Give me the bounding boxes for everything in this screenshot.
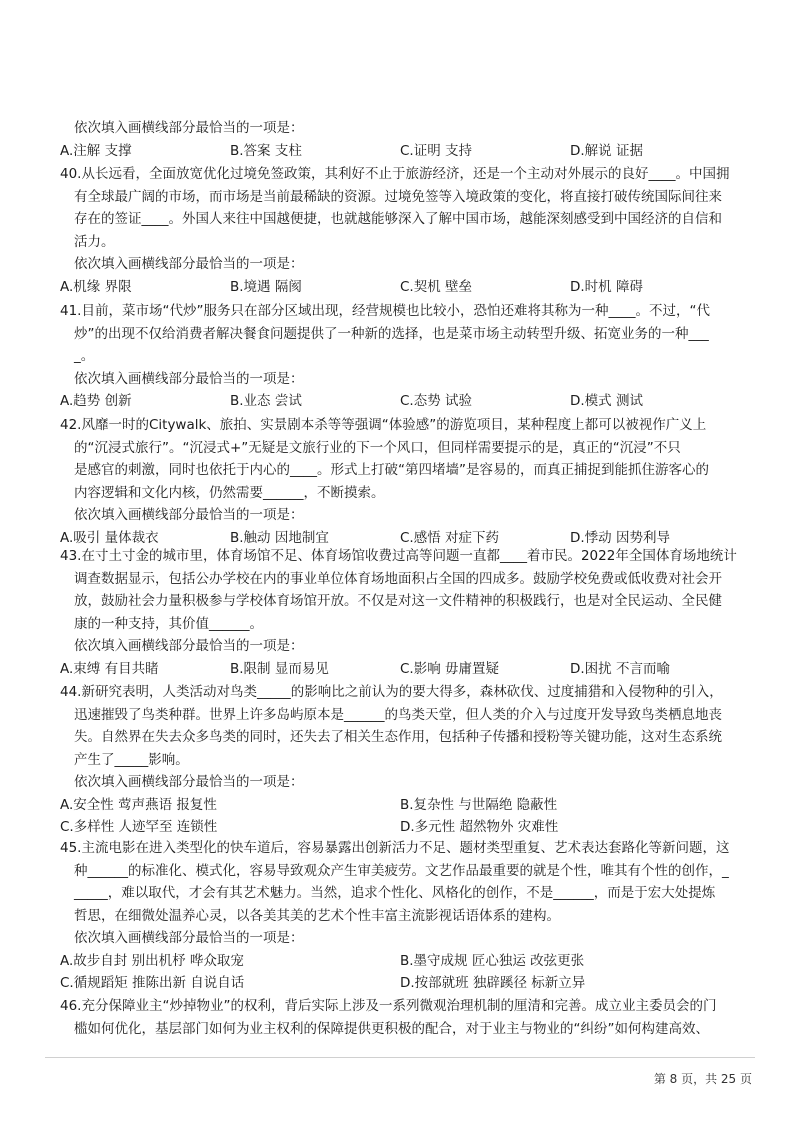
question-44 (60, 681, 760, 839)
option-row (60, 658, 760, 681)
option-row (60, 390, 760, 413)
question-prompt: 依次填入画横线部分最恰当的一项是： (74, 507, 304, 523)
question-text-line: 46.充分保障业主“炒掉物业”的权利，背后实际上涉及一系列微观治理机制的厘清和完善。成立业主委员会的门 (60, 998, 717, 1014)
question-text-line: 康的一种支持，其价值______。 (74, 615, 263, 632)
question-text-line: 哲思，在细微处温养心灵，以各美其美的艺术个性丰富主流影视话语体系的建构。 (74, 907, 560, 924)
option-c: C.多样性 人迹罕至 连锁性 (60, 819, 218, 835)
page-number: 第 8 页，共 25 页 (653, 1072, 752, 1086)
option-c: C.契机 壁垒 (400, 278, 473, 295)
question-43 (60, 545, 760, 680)
option-row (60, 140, 760, 163)
option-a: A.束缚 有目共睹 (60, 660, 159, 677)
option-row (60, 794, 760, 817)
option-a: A.注解 支撑 (60, 142, 132, 159)
option-a: A.吸引 量体裁衣 (60, 529, 159, 546)
option-a: A.趋势 创新 (60, 393, 132, 409)
question-text-line: 存在的签证____。外国人来往中国越便捷，也就越能够深入了解中国市场，越能深刻感受到中国经济的自信和 (74, 211, 722, 227)
question-text-line: 40.从长远看，全面放宽优化过境免签政策，其利好不止于旅游经济，还是一个主动对外展示的良好____。中国拥 (60, 166, 730, 182)
option-c: C.感悟 对症下药 (400, 529, 500, 546)
option-c: C.证明 支持 (400, 142, 473, 159)
option-a: A.机缘 界限 (60, 278, 132, 295)
question-text-line: 内容逻辑和文化内核，仍然需要______，不断摸索。 (74, 484, 385, 501)
question-prompt: 依次填入画横线部分最恰当的一项是： (74, 638, 304, 654)
option-d: D.模式 测试 (570, 393, 643, 409)
question-prompt: 依次填入画横线部分最恰当的一项是： (74, 370, 304, 387)
option-d: D.时机 障碍 (570, 278, 643, 295)
question-40 (60, 163, 760, 298)
question-prompt: 依次填入画横线部分最恰当的一项是： (74, 256, 304, 272)
question-text-line: 44.新研究表明，人类活动对鸟类_____的影响比之前认为的要大得多，森林砍伐、过度捕猎和入侵物种的引入， (60, 684, 723, 700)
option-row (60, 816, 760, 839)
question-text-line: 有全球最广阔的市场，而市场是当前最稀缺的资源。过境免签等入境政策的变化，将直接打破传统国际间往来 (74, 188, 722, 205)
question-text-line: 的“沉浸式旅行”。“沉浸式+”无疑是文旅行业的下一个风口，但同样需要提示的是，真正的“沉浸”不只 (74, 439, 681, 456)
question-text-line: 41.目前，菜市场“代炒”服务只在部分区域出现，经营规模也比较小，恐怕还难将其称为一种____。不过，“代 (60, 303, 710, 319)
option-d: D.困扰 不言而喻 (570, 660, 670, 677)
question-text-line: _____，难以取代，才会有其艺术魅力。当然，追求个性化、风格化的创作，不是______，而是于宏大处提炼 (74, 885, 716, 901)
option-b: B.境遇 隔阂 (230, 278, 302, 295)
option-c: C.影响 毋庸置疑 (400, 660, 500, 677)
option-a: A.安全性 莺声燕语 报复性 (60, 796, 217, 813)
question-text-line: 45.主流电影在进入类型化的快车道后，容易暴露出创新活力不足、题材类型重复、艺术表达套路化等新问题，这 (60, 840, 730, 856)
option-b: B.答案 支柱 (230, 142, 302, 159)
footer-divider (45, 1057, 755, 1058)
question-text-line: _。 (74, 348, 95, 364)
option-c: C.循规蹈矩 推陈出新 自说自话 (60, 975, 245, 991)
option-d: D.解说 证据 (570, 142, 643, 159)
question-prompt: 依次填入画横线部分最恰当的一项是： (74, 774, 304, 790)
option-b: B.业态 尝试 (230, 393, 302, 409)
question-46 (60, 995, 760, 1040)
option-row (60, 950, 760, 973)
question-text-line: 槛如何优化，基层部门如何为业主权利的保障提供更积极的配合，对于业主与物业的“纠纷”如何构建高效、 (74, 1020, 709, 1037)
question-text-line: 43.在寸土寸金的城市里，体育场馆不足、体育场馆收费过高等问题一直都____着市民。2022年全国体育场地统计 (60, 548, 737, 564)
question-prompt: 依次填入画横线部分最恰当的一项是： (74, 930, 304, 946)
question-text-line: 炒”的出现不仅给消费者解决餐食问题提供了一种新的选择，也是菜市场主动转型升级、拓宽业务的一种___ (74, 325, 709, 342)
option-b: B.限制 显而易见 (230, 660, 329, 677)
option-row (60, 276, 760, 299)
question-prompt: 依次填入画横线部分最恰当的一项是： (74, 120, 304, 136)
option-row (60, 972, 760, 995)
option-d: D.悸动 因势利导 (570, 529, 670, 546)
question-text-line: 失。自然界在失去众多鸟类的同时，还失去了相关生态作用，包括种子传播和授粉等关键功能，这对生态系统 (74, 729, 722, 745)
question-text-line: 调查数据显示，包括公办学校在内的事业单位体育场地面积占全国的四成多。鼓励学校免费或低收费对社会开 (74, 570, 722, 587)
question-text-line: 产生了_____影响。 (74, 751, 189, 768)
option-d: D.多元性 超然物外 灾难性 (400, 819, 559, 835)
option-b: B.复杂性 与世隔绝 隐蔽性 (400, 796, 558, 813)
question-text-line: 种______的标准化、模式化，容易导致观众产生审美疲劳。文艺作品最重要的就是个性，唯其有个性的创作，_ (74, 862, 729, 879)
question-text-line: 是感官的刺激，同时也依托于内心的____。形式上打破“第四堵墙”是容易的，而真正捕捉到能抓住游客心的 (74, 462, 709, 478)
option-b: B.触动 因地制宜 (230, 529, 329, 546)
option-b: B.墨守成规 匠心独运 改弦更张 (400, 952, 585, 969)
option-a: A.故步自封 别出机杼 哗众取宠 (60, 952, 244, 969)
question-41 (60, 300, 760, 413)
question-text-line: 42.风靡一时的Citywalk、旅拍、实景剧本杀等等强调“体验感”的游览项目，某种程度上都可以被视作广义上 (60, 417, 707, 433)
option-d: D.按部就班 独辟蹊径 标新立异 (400, 975, 586, 991)
question-45 (60, 837, 760, 995)
question-text-line: 迅速摧毁了鸟类种群。世界上许多岛屿原本是______的鸟类天堂，但人类的介入与过度开发导致鸟类栖息地丧 (74, 706, 722, 723)
question-text-line: 活力。 (74, 233, 115, 250)
question-39-tail (60, 117, 760, 162)
question-text-line: 放，鼓励社会力量积极参与学校体育场馆开放。不仅是对这一文件精神的积极践行，也是对全民运动、全民健 (74, 593, 722, 609)
option-c: C.态势 试验 (400, 393, 473, 409)
question-42 (60, 414, 760, 549)
